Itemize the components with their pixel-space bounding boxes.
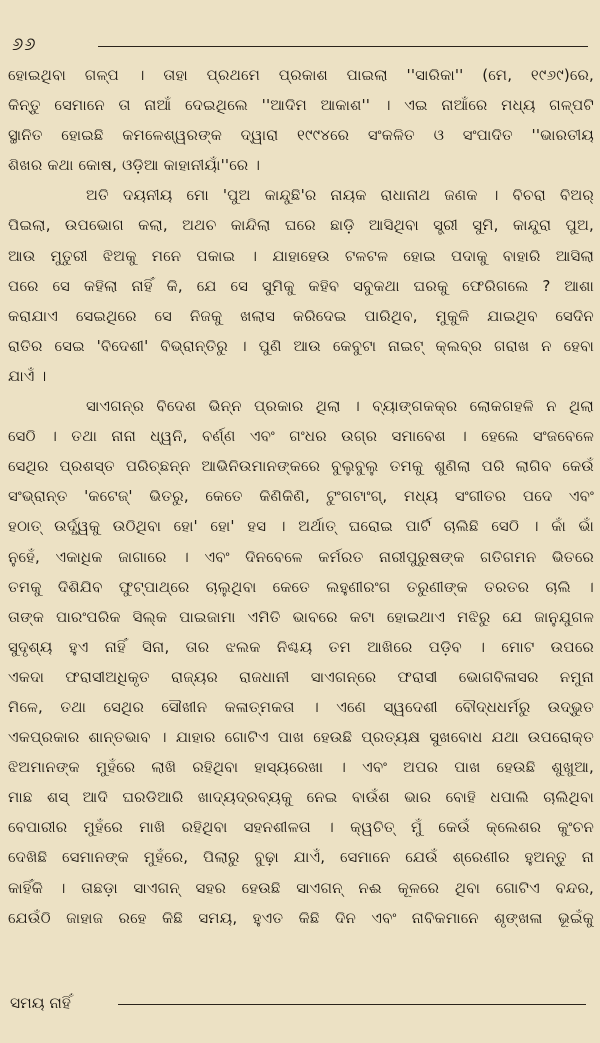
text-line: ସଂଭ୍ରାନ୍ତ 'କଟେଜ୍' ଭିତରୁ, କେତେ କିଣିକିଣି, ଟୁଂଗଟାଂଗ୍, ମଧ୍ୟ ସଂଗୀତର ପଦେ ଏବଂ bbox=[8, 487, 594, 506]
text-line: କିନ୍ତୁ ସେମାନେ ତା ନାଆଁ ଦେଇଥିଲେ ''ଆଦିମ ଆକାଶ'' । ଏଇ ନାଆଁରେ ମଧ୍ୟ ଗଳ୍ପଟି bbox=[8, 96, 594, 115]
page-number: ୬୬ bbox=[12, 34, 37, 55]
text-line: ଏକପ୍ରକାର ଶାନ୍ତଭାବ । ଯାହାର ଗୋଟିଏ ପାଖ ହେଉଛି ପ୍ରତ୍ୟକ୍ଷ ସୁଖବୋଧ ଯଥା ଉପରୋକ୍ତ bbox=[8, 728, 594, 747]
text-line: ସ୍ଥାନିତ ହୋଇଛି କମଳେଶ୍ୱରଙ୍କ ଦ୍ୱାରା ୧୯୯୪ରେ ସଂକଳିତ ଓ ସଂପାଦିତ ''ଭାରତୀୟ bbox=[8, 126, 594, 145]
text-line: ତାଙ୍କ ପାରଂପରିକ ସିଲ୍କ ପାଇଜାମା ଏମିତି ଭାବରେ କଟା ହୋଇଥାଏ ମଝିରୁ ଯେ ଜାନୁଯୁଗଳ bbox=[8, 607, 594, 626]
header-rule bbox=[98, 46, 588, 47]
text-line: ନୁହେଁ, ଏକାଧିକ ଜାଗାରେ । ଏବଂ ଦିନବେଳେ କର୍ମରତ ନାରୀପୁରୁଷଙ୍କ ଗତିଗମନ ଭିତରେ bbox=[8, 547, 594, 566]
text-line: ପିଇଲା, ଉପଭୋଗ କଲା, ଅଥଚ କାନ୍ଦିଲା ଘରେ ଛାଡ଼ି ଆସିଥିବା ସ୍ତ୍ରୀ ସୁମି, କାନ୍ଦୁରା ପୁଅ, bbox=[8, 216, 594, 235]
text-line: ଝିଅମାନଙ୍କ ମୁହଁରେ ଲାଖି ରହିଥିବା ହାସ୍ୟରେଖା । ଏବଂ ଅପର ପାଖ ହେଉଛି ଶୁଖୁଆ, bbox=[8, 758, 594, 777]
text-line: ଦେଖିଛି ସେମାନଙ୍କ ମୁହଁରେ, ପିଲାରୁ ବୁଢ଼ା ଯାଏଁ, ସେମାନେ ଯେଉଁ ଶ୍ରେଣୀର ହୁଅନ୍ତୁ ନା bbox=[8, 848, 594, 867]
text-line: କାହିଁକି । ତାଛଡ଼ା ସାଏଗନ୍ ସହର ହେଉଛି ସାଏଗନ୍ ନଈ କୂଳରେ ଥିବା ଗୋଟିଏ ବନ୍ଦର, bbox=[8, 878, 594, 897]
paragraph bbox=[8, 180, 594, 391]
paragraph bbox=[8, 60, 594, 180]
text-line: ଯାଏଁ । bbox=[8, 366, 47, 385]
text-line: ରାତିର ସେଇ 'ବିଦେଶୀ' ବିଭ୍ରାନ୍ତିରୁ । ପୁଣି ଆଉ କେବୁଟା ନାଇଟ୍ କ୍ଲବ୍‌ର ଗରାଖ ନ ହେବା bbox=[8, 336, 594, 355]
text-line: ତମକୁ ଦିଶିଯିବ ଫୁଟ୍‌ପାଥ୍‌ରେ ଚାଲୁଥିବା କେତେ ଲହୁଣୀରଂଗ ତରୁଣୀଙ୍କ ତରତର ଚାଲି । bbox=[8, 577, 594, 596]
text-line: ମାଛ ଶସ୍ ଆଦି ଘରଡିଆରି ଖାଦ୍ୟଦ୍ରବ୍ୟକୁ ନେଇ ବାଉଁଶ ଭାର ବୋହି ଧପାଲି ଚାଲିଥିବା bbox=[8, 788, 594, 807]
text-line: ସେଠି । ତଥା ନାନା ଧ୍ୱନି, ବର୍ଣ୍ଣ ଏବଂ ଗଂଧର ଉଗ୍ର ସମାବେଶ । ହେଲେ ସଂଜବେଳେ bbox=[8, 427, 594, 446]
text-line: ଶିଖର କଥା କୋଷ, ଓଡ଼ିଆ କାହାନୀୟାଁ''ରେ । bbox=[8, 156, 261, 175]
text-line: ସାଏଗନ୍‌ର ବିଦେଶ ଭିନ୍ନ ପ୍ରକାର ଥିଲା । ବ୍ୟାଙ୍ଗକକ୍‌ର ଲୋକଗହଳି ନ ଥିଲା bbox=[86, 397, 594, 416]
footer-rule bbox=[118, 1004, 586, 1005]
text-line: ହୋଇଥିବା ଗଳ୍ପ । ତାହା ପ୍ରଥମେ ପ୍ରକାଶ ପାଇଲା ''ସାରିକା'' (ମେ, ୧୯୬୯)ରେ, bbox=[8, 66, 594, 84]
page-footer bbox=[0, 988, 600, 1043]
text-line: ମିଳେ, ତଥା ସେଥିର ସୌଖୀନ କଳାତ୍ମକତା । ଏଣେ ସ୍ୱଦେଶୀ ବୌଦ୍ଧଧର୍ମରୁ ଉଦ୍‌ଭୁତ bbox=[8, 697, 594, 716]
text-line: ହଠାତ୍ ଉର୍ଦ୍ଧ୍ୱକୁ ଉଠିଥିବା ହୋ' ହୋ' ହସ । ଅର୍ଥାତ୍ ଘରୋଇ ପାର୍ଟି ଚାଲିଛି ସେଠି । କାଁ ଭାଁ bbox=[8, 517, 594, 536]
text-line: ଯେଉଁଠି ଜାହାଜ ରହେ କିଛି ସମୟ, ହୁଏତ କିଛି ଦିନ ଏବଂ ନାବିକମାନେ ଶୃଙ୍ଖଳା ଭୂଇଁକୁ bbox=[8, 908, 594, 927]
text-line: ଏକଦା ଫରାସୀଅଧିକୃତ ରାଜ୍ୟର ରାଜଧାନୀ ସାଏଗନ୍‌ରେ ଫରାସୀ ଭୋଗବିଳାସର ନମୁନା bbox=[8, 667, 594, 686]
paragraph bbox=[8, 391, 594, 933]
body-text bbox=[8, 60, 594, 933]
text-line: ଅତି ଦୟନୀୟ ମୋ 'ପୁଅ କାନ୍ଦୁଛି'ର ନାୟକ ରାଧାନାଥ ଜଣକ । ବିଚରା ବିଅର୍ bbox=[86, 186, 594, 205]
page-header bbox=[0, 0, 600, 62]
text-line: ଆଉ ମୁତୁରୀ ଝିଅକୁ ମନେ ପକାଇ । ଯାହାହେଉ ଟଳଟଳ ହୋଇ ପଦାକୁ ବାହାରି ଆସିଲା bbox=[8, 246, 594, 265]
text-line: ସୁଦୃଶ୍ୟ ହୁଏ ନାହିଁ ସିନା, ତାର ଝଲକ ନିଶ୍ଚୟ ତମ ଆଖିରେ ପଡ଼ିବ । ମୋଟ ଉପରେ bbox=[8, 637, 594, 656]
text-line: ପରେ ସେ କହିଲା ନାହିଁ କି, ଯେ ସେ ସୁମିକୁ କହିବ ସବୁକଥା ଘରକୁ ଫେରିଗଲେ ? ଆଶା bbox=[8, 276, 594, 295]
text-line: କରାଯାଏ ସେଇଥିରେ ସେ ନିଜକୁ ଖଲାସ କରିଦେଇ ପାରିଥିବ, ମୁକୁଳି ଯାଇଥିବ ସେଦିନ bbox=[8, 306, 594, 325]
text-line: ବେପାରୀର ମୁହଁରେ ମାଖି ରହିଥିବା ସହନଶୀଳତା । କ୍ୱଚିତ୍ ମୁଁ କେଉଁ କ୍ଲେଶର କୁଂଚନ bbox=[8, 818, 594, 837]
text-line: ସେଥିର ପ୍ରଶସ୍ତ ପରିଚ୍ଛନ୍ନ ଆଭିନିଉମାନଙ୍କରେ ବୁଲୁବୁଲୁ ତମକୁ ଶୁଣିଲା ପରି ଲାଗିବ କେଉଁ bbox=[8, 457, 594, 476]
running-footer: ସମୟ ନାହିଁ bbox=[10, 994, 71, 1012]
